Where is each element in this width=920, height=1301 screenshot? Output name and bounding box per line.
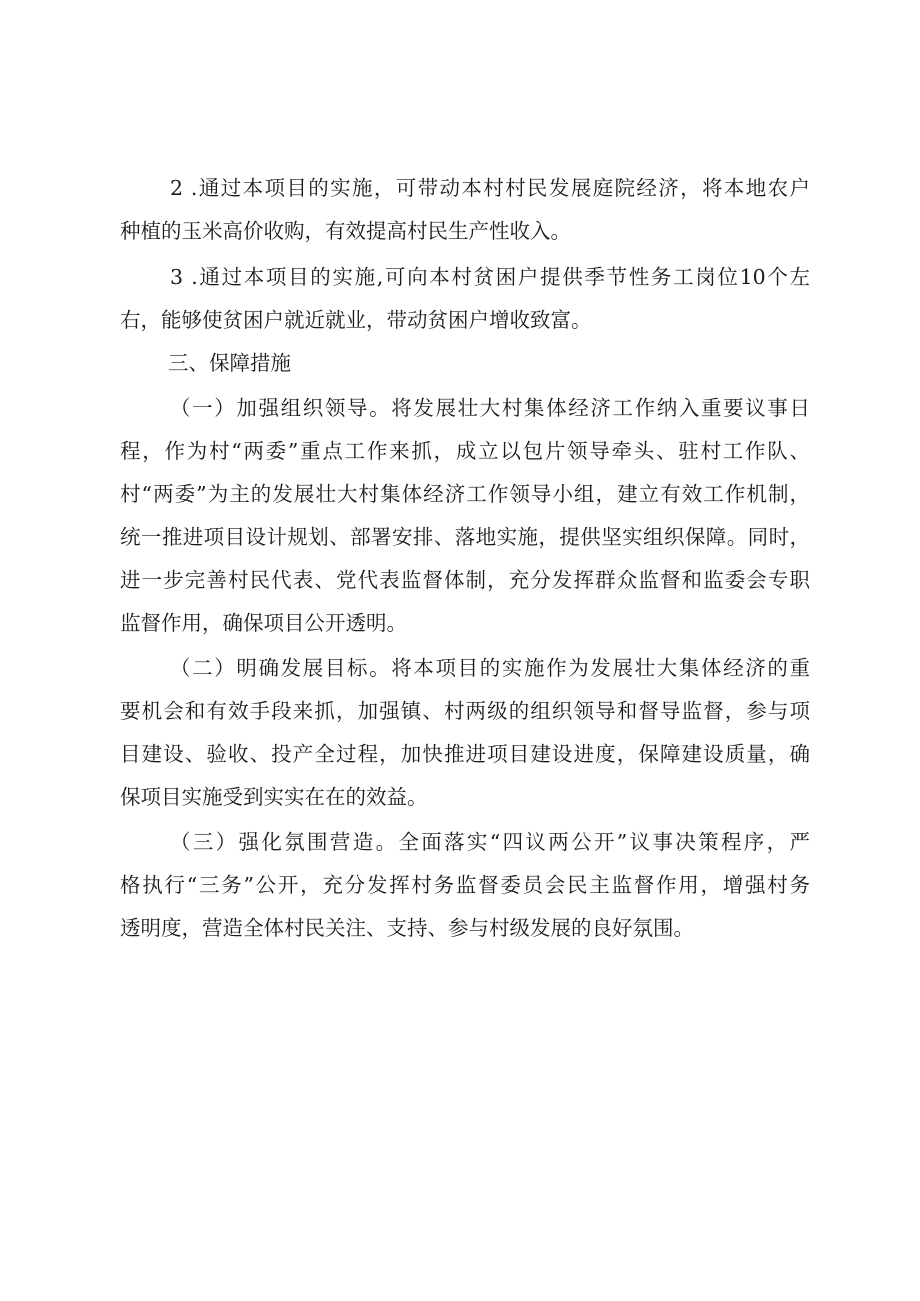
- measure-1-line-6: 监督作用，确保项目公开透明。: [120, 611, 407, 635]
- item-2-line-1: 2 .通过本项目的实施，可带动本村村民发展庭院经济，将本地农户: [170, 176, 810, 200]
- measure-2-line-2: 要机会和有效手段来抓，加强镇、村两级的组织领导和督导监督，参与项: [120, 699, 810, 723]
- measure-1-line-5: 进一步完善村民代表、党代表监督体制，充分发挥群众监督和监委会专职: [120, 568, 810, 592]
- measure-1-line-1: （一）加强组织领导。将发展壮大村集体经济工作纳入重要议事日: [170, 396, 810, 420]
- measure-1-line-2: 程，作为村“两委”重点工作来抓，成立以包片领导牵头、驻村工作队、: [120, 439, 810, 463]
- measure-2-line-4: 保项目实施受到实实在在的效益。: [120, 785, 428, 809]
- item-2-line-2: 种植的玉米高价收购，有效提高村民生产性收入。: [120, 219, 571, 243]
- measure-3-line-2: 格执行“三务”公开，充分发挥村务监督委员会民主监督作用，增强村务: [120, 873, 810, 897]
- measure-2-line-1: （二）明确发展目标。将本项目的实施作为发展壮大集体经济的重: [170, 656, 810, 680]
- measure-2-line-3: 目建设、验收、投产全过程，加快推进项目建设进度，保障建设质量，确: [120, 742, 810, 766]
- section-heading: 三、保障措施: [168, 351, 291, 375]
- measure-3-line-1: （三）强化氛围营造。全面落实“四议两公开”议事决策程序，严: [170, 830, 810, 854]
- measure-3-line-3: 透明度，营造全体村民关注、支持、参与村级发展的良好氛围。: [120, 916, 694, 940]
- item-3-line-1: 3 .通过本项目的实施,可向本村贫困户提供季节性务工岗位10个左: [170, 265, 810, 289]
- item-3-line-2: 右，能够使贫困户就近就业，带动贫困户增收致富。: [120, 308, 592, 332]
- measure-1-line-4: 统一推进项目设计规划、部署安排、落地实施，提供坚实组织保障。同时，: [120, 525, 810, 549]
- measure-1-line-3: 村“两委”为主的发展壮大村集体经济工作领导小组，建立有效工作机制，: [120, 482, 810, 506]
